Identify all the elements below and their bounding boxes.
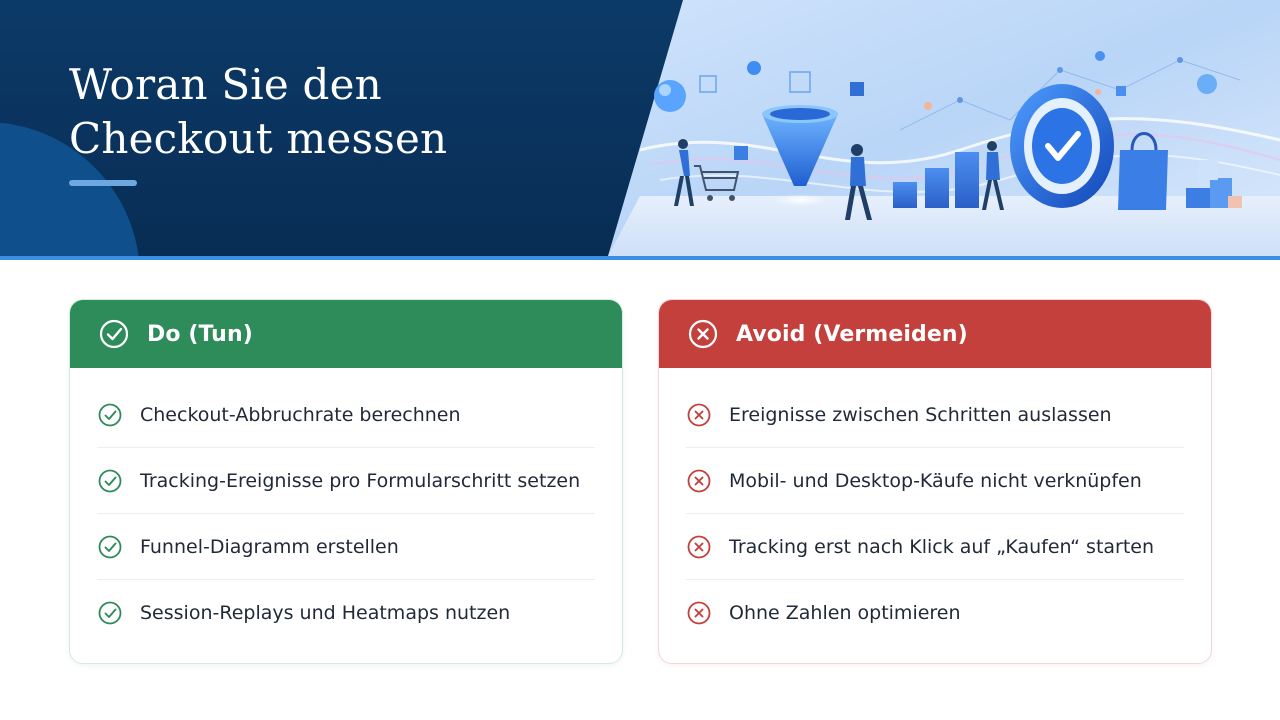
check-circle-icon bbox=[98, 318, 130, 350]
avoid-card-title: Avoid (Vermeiden) bbox=[736, 321, 968, 347]
do-list-item bbox=[97, 580, 595, 646]
do-item-label: Checkout-Abbruchrate berechnen bbox=[140, 403, 461, 426]
check-icon bbox=[97, 468, 123, 494]
avoid-item-label: Mobil- und Desktop-Käufe nicht verknüpfen bbox=[729, 469, 1142, 492]
do-list bbox=[70, 368, 622, 646]
do-item-label: Funnel-Diagramm erstellen bbox=[140, 535, 399, 558]
avoid-card bbox=[658, 299, 1212, 664]
do-card-header bbox=[70, 300, 622, 368]
do-item-label: Session-Replays und Heatmaps nutzen bbox=[140, 602, 511, 624]
x-icon bbox=[686, 468, 712, 494]
check-icon bbox=[97, 600, 123, 626]
do-card-title: Do (Tun) bbox=[147, 321, 253, 347]
avoid-item-label: Ohne Zahlen optimieren bbox=[729, 602, 961, 624]
banner-divider bbox=[0, 256, 1280, 260]
title-line-2: Checkout messen bbox=[69, 114, 448, 163]
check-icon bbox=[97, 402, 123, 428]
x-icon bbox=[686, 600, 712, 626]
avoid-list-item bbox=[686, 448, 1184, 514]
do-list-item bbox=[97, 448, 595, 514]
do-item-label: Tracking-Ereignisse pro Formularschritt setzen bbox=[140, 469, 581, 492]
check-icon bbox=[97, 534, 123, 560]
x-icon bbox=[686, 402, 712, 428]
avoid-card-header bbox=[659, 300, 1211, 368]
avoid-item-label: Tracking erst nach Klick auf „Kaufen“ starten bbox=[729, 535, 1155, 558]
avoid-list bbox=[659, 368, 1211, 646]
do-list-item bbox=[97, 382, 595, 448]
page-title bbox=[69, 58, 447, 166]
title-accent-bar bbox=[69, 180, 137, 186]
title-line-1: Woran Sie den bbox=[69, 60, 382, 109]
avoid-list-item bbox=[686, 514, 1184, 580]
header-banner bbox=[0, 0, 1280, 256]
x-circle-icon bbox=[687, 318, 719, 350]
do-card bbox=[69, 299, 623, 664]
avoid-item-label: Ereignisse zwischen Schritten auslassen bbox=[729, 403, 1112, 426]
avoid-list-item bbox=[686, 580, 1184, 646]
do-list-item bbox=[97, 514, 595, 580]
avoid-list-item bbox=[686, 382, 1184, 448]
x-icon bbox=[686, 534, 712, 560]
